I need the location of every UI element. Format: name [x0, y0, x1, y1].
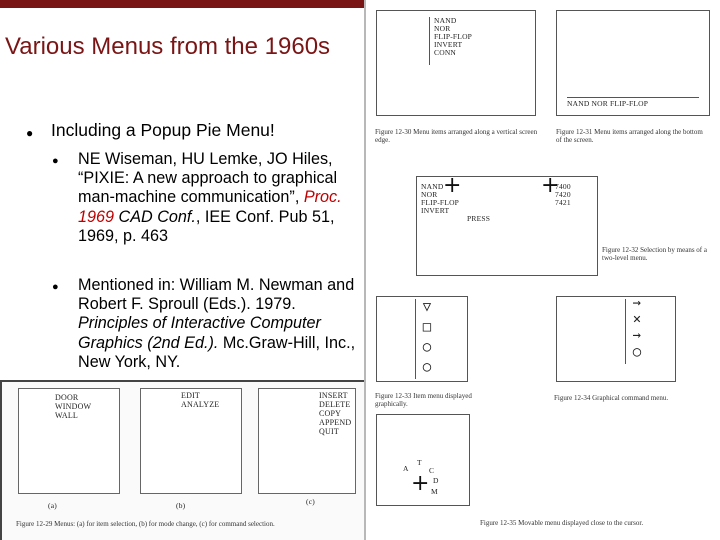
panel-b — [140, 388, 242, 494]
panel-a-label: (a) — [48, 501, 57, 510]
figure-caption: Figure 12-30 Menu items arranged along a vertical screen edge. — [375, 128, 538, 144]
vertical-menu: NAND NOR FLIP-FLOP INVERT CONN — [429, 17, 472, 65]
bullet-text: Including a Popup Pie Menu! — [51, 120, 275, 140]
cursor-cross-icon: + — [411, 471, 430, 496]
horizontal-menu: NAND NOR FLIP-FLOP — [567, 97, 699, 108]
bullet-dot-icon: ● — [52, 155, 59, 167]
figure-caption: Figure 12-34 Graphical command menu. — [554, 394, 669, 402]
mode-menu: EDIT ANALYZE — [181, 391, 220, 409]
ref-details: , IEE Conf. Pub 51, 1969, p. 463 — [78, 207, 335, 245]
menu-item-d: D — [433, 476, 439, 485]
figure-12-32 — [416, 173, 598, 276]
ref-authors: NE Wiseman, HU Lemke, JO Hiles, “PIXIE: A new approach to graphical man-machine communication”, — [78, 150, 338, 207]
second-level-menu: 7400 7420 7421 — [555, 182, 571, 207]
first-level-menu: NAND NOR FLIP-FLOP INVERT — [421, 182, 460, 215]
panel-b-label: (b) — [176, 501, 186, 510]
graphic-command-menu: ↑×↑○ — [625, 299, 645, 364]
figure-caption: Figure 12-31 Menu items arranged along the bottom of the screen. — [556, 128, 703, 144]
cursor-cross-icon: + — [541, 173, 560, 198]
panel-c-label: (c) — [306, 497, 315, 506]
bullet-dot-icon: ● — [52, 281, 59, 293]
cursor-cross-icon: + — [443, 173, 462, 198]
bullet-dot-icon: ● — [26, 126, 34, 140]
item-menu: DOOR WINDOW WALL — [55, 393, 92, 420]
figure-12-35 — [376, 414, 470, 506]
figure-caption: Figure 12-35 Movable menu displayed close to the cursor. — [480, 519, 644, 527]
figure-caption: Figure 12-32 Selection by means of a two-level menu. — [602, 246, 707, 262]
figure-12-31 — [556, 10, 710, 116]
panel-c — [258, 388, 356, 494]
scan-edge — [0, 380, 2, 540]
column-divider — [364, 0, 366, 540]
book-title: Principles of Interactive Computer Graphics (2nd Ed.). — [78, 314, 321, 352]
menu-item-m: M — [431, 487, 438, 496]
bullet-text — [78, 276, 362, 372]
menu-item-c: C — [429, 466, 435, 475]
book-publisher: Mc.Graw-Hill, Inc., New York, NY. — [78, 333, 356, 371]
graphic-item-menu: ▽□○○ — [415, 299, 435, 379]
mention-authors: Mentioned in: William M. Newman and Robert F. Sproull (Eds.). 1979. — [78, 276, 355, 314]
figure-12-30 — [376, 10, 536, 116]
menu-item-t: T — [417, 458, 422, 467]
press-label: PRESS — [467, 214, 491, 223]
ref-proc: Proc. 1969 — [78, 188, 342, 226]
panel-a — [18, 388, 120, 494]
scan-edge — [0, 380, 364, 382]
slide-title: Various Menus from the 1960s — [5, 33, 331, 60]
bullet-text — [78, 150, 362, 246]
figure-caption: Figure 12-29 Menus: (a) for item selection, (b) for mode change, (c) for command selection. — [16, 520, 275, 528]
command-menu: INSERT DELETE COPY APPEND QUIT — [319, 391, 352, 436]
figure-12-29 — [0, 380, 364, 540]
figure-caption: Figure 12-33 Item menu displayed graphically. — [375, 392, 472, 408]
ref-conf: CAD Conf. — [118, 207, 196, 226]
figure-12-34 — [556, 296, 676, 382]
title-accent-bar — [0, 0, 364, 8]
figure-12-33 — [376, 296, 468, 382]
menu-item-a: A — [403, 464, 409, 473]
